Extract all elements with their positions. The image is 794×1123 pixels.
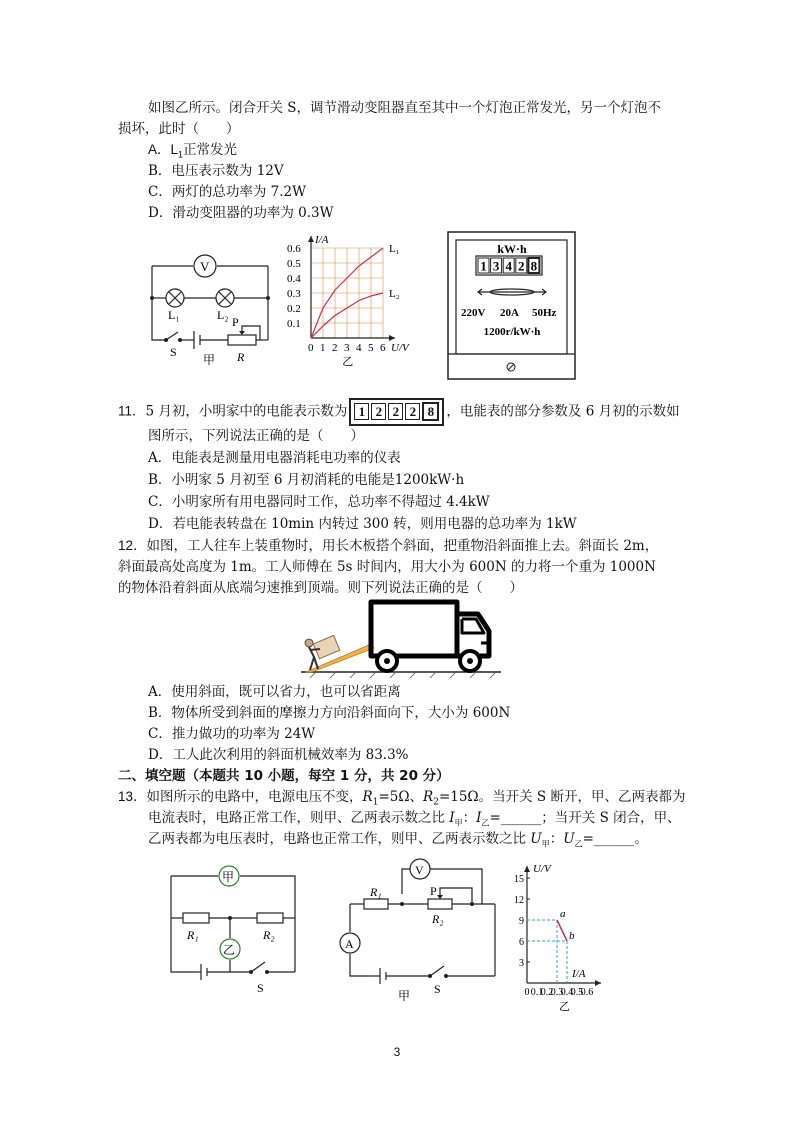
q11-option-c: C．小明家所有用电器同时工作，总功率不得超过 4.4kW [148, 494, 490, 510]
q12-option-c: C．推力做功的功率为 24W [148, 726, 316, 742]
y-axis-label: U/V [533, 863, 551, 875]
may-reading-display: 1 2 2 2 8 [349, 398, 444, 426]
fig10-circuit-diagram [140, 240, 280, 370]
fig13-circuit-middle [330, 852, 505, 1002]
q12-line2: 斜面最高处高度为 1m。工人师傅在 5s 时间内，用大小为 600N 的力将一个重为 1000N [118, 559, 656, 575]
mid-r1-label: R₁ [370, 885, 382, 899]
x-tick-label: 0.1 [530, 987, 544, 998]
y-tick-label: 0.6 [287, 243, 301, 255]
guide-line-b [527, 941, 567, 983]
page-number: 3 [393, 1045, 401, 1059]
meter-yi-label: 乙 [223, 943, 236, 957]
meter-digit: 4 [505, 258, 512, 274]
meter-digit: 8 [530, 258, 538, 274]
y-tick-label: 15 [514, 874, 524, 885]
meter-digit: 3 [492, 258, 500, 274]
meter-unit: kW·h [497, 242, 527, 256]
fig13-caption-jia: 甲 [398, 989, 411, 1003]
x-tick-label: 0.6 [580, 987, 594, 998]
q12-option-d: D．工人此次利用的斜面机械效率为 83.3% [148, 747, 409, 763]
q12-option-b: B．物体所受到斜面的摩擦力方向沿斜面向下，大小为 600N [148, 705, 511, 721]
y-tick-label: 0.2 [287, 303, 301, 315]
q10-stem-line1: 如图乙所示。闭合开关 S，调节滑动变阻器直至其中一个灯泡正常发光，另一个灯泡不 [148, 100, 662, 116]
q11-option-d: D．若电能表转盘在 10min 内转过 300 转，则用电器的总功率为 1kW [148, 516, 577, 532]
series-label-2: L₂ [389, 288, 400, 300]
energy-meter [447, 231, 577, 381]
slider-label: P [232, 315, 239, 329]
q10-stem-line2: 损坏，此时（ ） [118, 121, 240, 137]
meter-digit: 2 [518, 258, 525, 274]
q12-option-a: A．使用斜面，既可以省力，也可以省距离 [148, 684, 401, 700]
x-tick-label: 0.5 [570, 987, 584, 998]
x-axis-label: I/A [572, 968, 586, 980]
meter-jia-label: 甲 [222, 870, 235, 884]
rheostat-label: R [237, 350, 245, 364]
q11-option-b: B．小明家 5 月初至 6 月初消耗的电能是1200kW·h [148, 472, 465, 488]
y-tick-label: 0.1 [287, 318, 301, 330]
truck-ramp-figure [296, 595, 506, 679]
q13-line2: 电流表时，电路正常工作，则甲、乙两表示数之比 $I_甲$：$I_乙=\_\_\_\_\_\_$；当开关 S 闭合，甲、 [148, 810, 681, 828]
mid-r2-label: R₂ [432, 912, 444, 926]
mid-switch-label: S [434, 982, 441, 996]
x-axis-arrow [595, 980, 601, 986]
voltmeter-label: V [200, 259, 210, 274]
q13-line1: 13．如图所示的电路中，电源电压不变，$R_1=5\Omega$、$R_2=15\Omega$。当开关 S 断开，甲、乙两表都为 [118, 789, 686, 808]
voltmeter-v-label: V [415, 863, 424, 877]
r2-label: R₂ [263, 928, 275, 942]
y-tick-label: 6 [519, 937, 524, 948]
q10-option-b: B．电压表示数为 12V [148, 163, 284, 179]
guide-line-a [527, 920, 557, 983]
q12-line3: 的物体沿着斜面从底端匀速推到顶端。则下列说法正确的是（ ） [118, 580, 523, 596]
r1-label: R₁ [187, 928, 199, 942]
mid-slider-label: P [430, 884, 437, 898]
q11-option-a: A．电能表是测量用电器消耗电功率的仪表 [148, 450, 401, 466]
x-tick-label: 0.4 [560, 987, 574, 998]
segment-ab [557, 920, 567, 941]
fig13-ui-graph [514, 858, 655, 1013]
meter-spec-frequency: 50Hz [532, 307, 557, 319]
meter-spec-voltage: 220V [461, 307, 486, 319]
q10-option-d: D．滑动变阻器的功率为 0.3W [148, 205, 334, 221]
x-tick-label: 2 [332, 342, 338, 354]
q12-line1: 12．如图，工人往车上装重物时，用长木板搭个斜面，把重物沿斜面推上去。斜面长 2m， [118, 538, 659, 554]
switch-label: S [170, 345, 177, 359]
meter-digit: 1 [480, 258, 487, 274]
x-tick-label: 5 [368, 342, 374, 354]
y-tick-label: 0.3 [287, 288, 301, 300]
x-tick-label: 3 [344, 342, 350, 354]
x-tick-label: 0 [308, 342, 314, 354]
section-fill-blank-title: 二、填空题（本题共 10 小题，每空 1 分，共 20 分） [118, 768, 450, 784]
q11-stem-line1: 11．5 月初，小明家中的电能表示数为 1 2 2 2 8 ，电能表的部分参数及 6 月初的示数如 [118, 398, 680, 426]
series-label-1: L₁ [389, 243, 400, 255]
fig10-iu-graph [285, 234, 425, 368]
y-axis-label: I/A [315, 234, 329, 246]
x-tick-label: 6 [380, 342, 386, 354]
ammeter-a-label: A [345, 937, 354, 951]
y-tick-label: 9 [519, 916, 524, 927]
x-tick-label: 0.3 [550, 987, 564, 998]
x-axis-arrow [389, 335, 395, 341]
x-tick-label: 0.2 [540, 987, 554, 998]
l2-label: L₂ [217, 308, 229, 322]
q10-option-c: C．两灯的总功率为 7.2W [148, 184, 306, 200]
y-tick-label: 0.4 [287, 273, 301, 285]
x-tick-label: 1 [320, 342, 326, 354]
y-axis-arrow [524, 866, 530, 872]
switch-s-label: S [257, 981, 264, 995]
fig10-caption-jia: 甲 [203, 353, 216, 367]
q11-stem-line2: 图所示，下列说法正确的是（ ） [148, 428, 364, 444]
point-a-label: a [560, 908, 566, 920]
q13-line3: 乙两表都为电压表时，电路也正常工作，则甲、乙两表示数之比 $U_甲$：$U_乙=\_\_\_\_\_\_$。 [148, 831, 648, 849]
y-tick-label: 12 [514, 895, 524, 906]
x-axis-label: U/V [391, 342, 409, 354]
point-b-label: b [569, 930, 575, 942]
y-tick-label: 0.5 [287, 258, 301, 270]
meter-spec-revolutions: 1200r/kW·h [483, 326, 541, 338]
fig13-circuit-left [165, 862, 315, 997]
y-axis-arrow [308, 236, 314, 242]
x-tick-label: 0 [524, 987, 530, 998]
y-tick-label: 3 [519, 958, 524, 969]
x-tick-label: 4 [356, 342, 362, 354]
l1-label: L₁ [168, 308, 180, 322]
q10-option-a: A．$L_1$正常发光 [148, 142, 238, 160]
fig13-caption-yi: 乙 [559, 1001, 570, 1013]
meter-spec-current: 20A [500, 307, 519, 319]
fig10-caption-yi: 乙 [342, 356, 354, 368]
